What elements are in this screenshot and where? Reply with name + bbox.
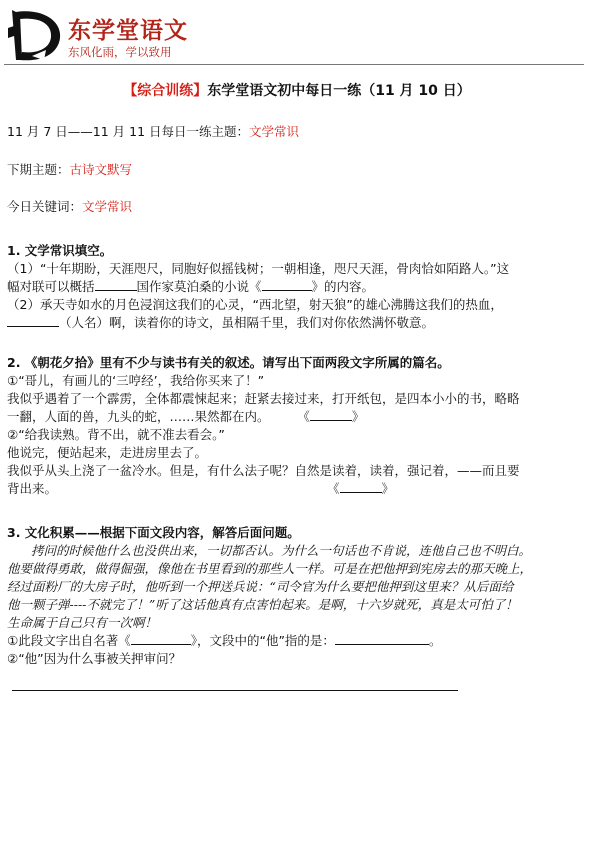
answer-blank[interactable]: [7, 314, 59, 327]
q2-line: 我似乎从头上浇了一盆冷水。但是，有什么法子呢？自然是读着，读着，强记着，——而且要: [7, 463, 520, 478]
q3-answer-1: [7, 632, 589, 650]
answer-blank[interactable]: [340, 480, 382, 493]
page-header: [4, 6, 590, 66]
page-title: [0, 80, 594, 100]
q2-answer-bracket: [327, 480, 394, 498]
question-1: [7, 242, 589, 332]
q3-text: 。: [428, 633, 442, 648]
q1-part2-line2: [7, 314, 589, 332]
answer-blank[interactable]: [95, 278, 137, 291]
q1-text: 》的内容。: [311, 279, 375, 294]
q3-passage-line: 他一颗子弹----不就完了！”听了这话他真有点害怕起来。是啊，十六岁就死，真是太可怕了！: [7, 597, 518, 612]
q1-text: 幅对联可以概括: [7, 279, 95, 294]
title-tag: 【综合训练】: [123, 83, 208, 99]
answer-blank[interactable]: [310, 408, 352, 421]
q1-part1-line2: [7, 278, 589, 296]
brand-name: 东学堂语文: [68, 17, 188, 44]
answer-line[interactable]: [12, 690, 458, 691]
question-1-heading: 1. 文学常识填空。: [7, 243, 113, 258]
question-3-heading: 3. 文化积累——根据下面文段内容，解答后面问题。: [7, 525, 300, 540]
bracket-close: 》: [351, 409, 365, 424]
header-divider: [4, 64, 584, 65]
q2-line: 他说完，便站起来，走进房里去了。: [7, 445, 208, 460]
q2-line: 我似乎遇着了一个霹雳，全体都震悚起来；赶紧去接过来，打开纸包，是四本小小的书，略略: [7, 391, 520, 406]
q3-passage-line: 拷问的时候他什么也没供出来，一切都否认。为什么一句话也不肯说，连他自己也不明白。: [31, 543, 532, 558]
theme-value: 文学常识: [249, 124, 300, 139]
q2-line: [7, 480, 589, 498]
q3-text: 》，文段中的“他”指的是：: [190, 633, 335, 648]
q2-line: ①“哥儿，有画儿的‘三哼经’，我给你买来了！”: [7, 373, 265, 388]
answer-blank[interactable]: [131, 632, 191, 645]
title-text: 东学堂语文初中每日一练（11 月 10 日）: [207, 83, 471, 99]
next-theme-line: [7, 160, 132, 178]
next-theme-label: 下期主题：: [7, 162, 70, 177]
answer-blank[interactable]: [262, 278, 312, 291]
theme-line: [7, 122, 299, 140]
q2-text: 一翻，人面的兽，九头的蛇，……果然都在内。: [7, 409, 270, 424]
question-2: [7, 354, 589, 498]
q3-answer-2: ②“他”因为什么事被关押审问？: [7, 651, 182, 666]
q3-passage-line: 经过面粉厂的大房子时，他听到一个押送兵说：“司令官为什么要把他押到这里来？从后面给: [7, 579, 514, 594]
answer-blank[interactable]: [335, 632, 429, 645]
q3-passage-line: 他要做得勇敢，做得倔强，像他在书里看到的那些人一样。可是在把他押到宪房去的那天晚上，: [7, 561, 533, 576]
theme-label: 11 月 7 日——11 月 11 日每日一练主题：: [7, 124, 250, 139]
q1-part2-line1: （2）承天寺如水的月色浸润这我们的心灵，“西北望，射天狼”的雄心沸腾这我们的热血，: [7, 297, 503, 312]
q3-text: ①此段文字出自名著《: [7, 633, 131, 648]
q1-text: 国作家莫泊桑的小说《: [136, 279, 262, 294]
keyword-value: 文学常识: [82, 199, 133, 214]
q2-line: [7, 408, 589, 426]
bracket-open: 《: [327, 481, 340, 496]
next-theme-value: 古诗文默写: [69, 162, 133, 177]
q3-passage-line: 生命属于自己只有一次啊！: [7, 615, 158, 630]
q2-text: 背出来。: [7, 481, 58, 496]
question-3: [7, 524, 589, 668]
keyword-label: 今日关键词：: [7, 199, 83, 214]
question-2-heading: 2. 《朝花夕拾》里有不少与读书有关的叙述。请写出下面两段文字所属的篇名。: [7, 355, 450, 370]
q1-text: （人名）啊，读着你的诗文，虽相隔千里，我们对你依然满怀敬意。: [59, 315, 435, 330]
bracket-open: 《: [297, 409, 310, 424]
q1-part1-line1: （1）“十年期盼，天涯咫尺，同胞好似摇钱树；一朝相逢，咫尺天涯，骨肉恰如陌路人。”这: [7, 261, 510, 276]
bracket-close: 》: [381, 481, 395, 496]
brush-d-logo-icon: [6, 6, 64, 64]
brand-slogan: 东风化雨，学以致用: [68, 45, 172, 59]
keyword-line: [7, 197, 132, 215]
q2-line: ②“给我读熟。背不出，就不准去看会。”: [7, 427, 225, 442]
